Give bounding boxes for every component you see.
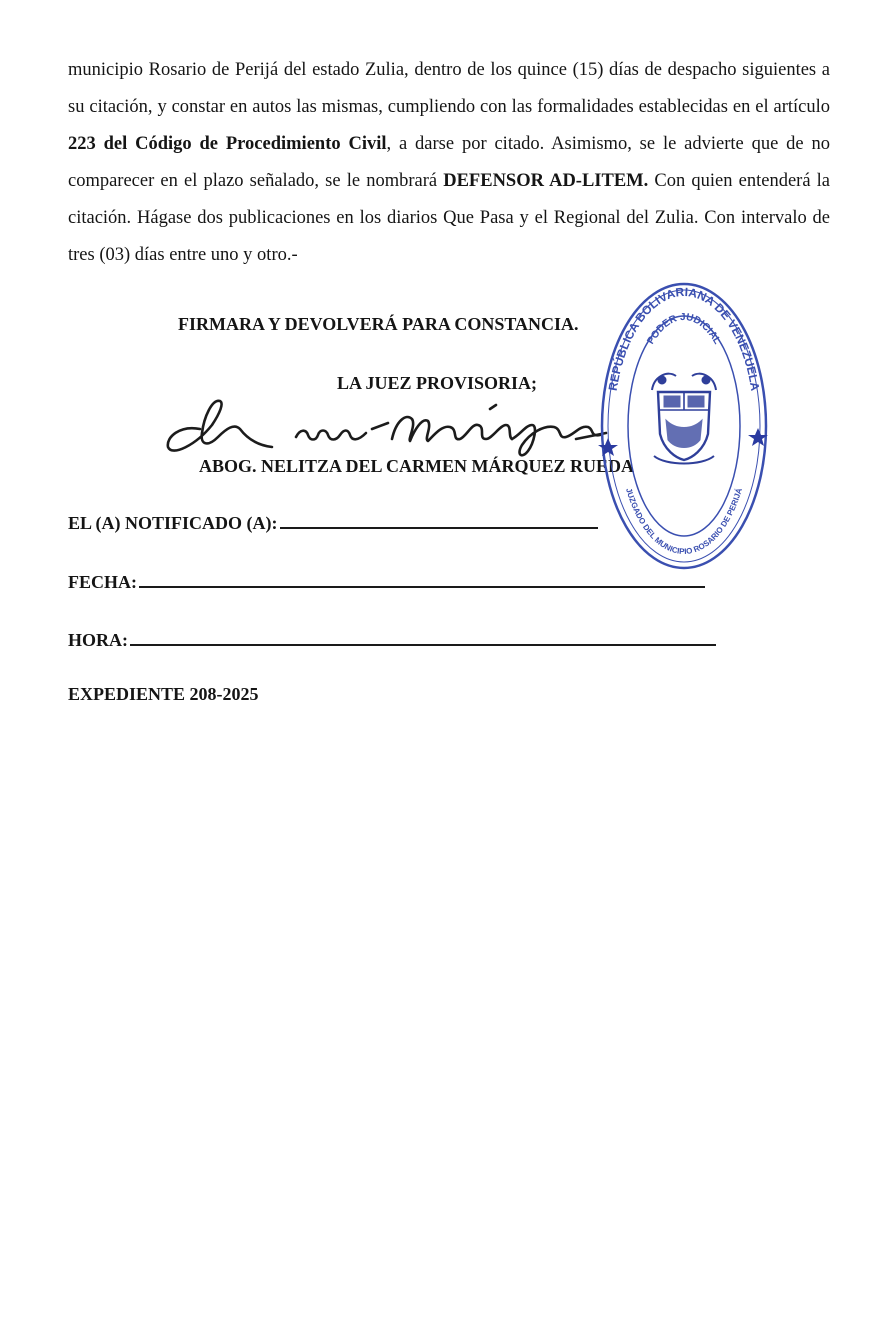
hora-label: HORA: [68,630,128,650]
svg-text:REPÚBLICA BOLIVARIANA DE VENEZ: REPÚBLICA BOLIVARIANA DE VENEZUELA [605,284,763,392]
signer-name: ABOG. NELITZA DEL CARMEN MÁRQUEZ RUEDA [199,456,635,476]
firmara-statement: FIRMARA Y DEVOLVERÁ PARA CONSTANCIA. [178,314,579,334]
fecha-label: FECHA: [68,572,137,592]
body-text-part-3: Con quien entenderá la citación. Hágase dos publicaciones en los diarios Que Pasa y el Regional del Zulia. Con intervalo de tres (03) días entre uno y otro.- [68,171,831,265]
body-text-part-2: , a darse por citado. Asimismo, se le advierte que de no comparecer en el plazo señalado, se le nombrará [68,134,830,191]
body-text-part-1: municipio Rosario de Perijá del estado Zulia, dentro de los quince (15) días de despacho siguientes a su citación, y constar en autos las mismas, cumpliendo con las formalidades establecidas en el artículo [68,60,830,117]
notificado-signature-line [280,526,598,529]
court-seal-stamp [596,280,772,572]
fecha-field [68,572,705,593]
notificado-label: EL (A) NOTIFICADO (A): [68,513,278,533]
expediente-number: EXPEDIENTE 208-2025 [68,684,259,704]
judge-title: LA JUEZ PROVISORIA; [337,373,538,393]
hora-blank-line [130,643,716,646]
citation-body-paragraph [68,52,830,274]
handwritten-signature [160,385,620,465]
article-reference: 223 del Código de Procedimiento Civil [68,134,387,154]
svg-text:PODER JUDICIAL: PODER JUDICIAL [645,311,723,347]
hora-field [68,630,716,651]
svg-text:JUZGADO DEL MUNICIPIO ROSARIO: JUZGADO DEL MUNICIPIO ROSARIO DE PERIJÁ [624,487,744,557]
defensor-ad-litem: DEFENSOR AD-LITEM. [443,171,649,191]
fecha-blank-line [139,585,705,588]
notificado-field [68,513,598,534]
